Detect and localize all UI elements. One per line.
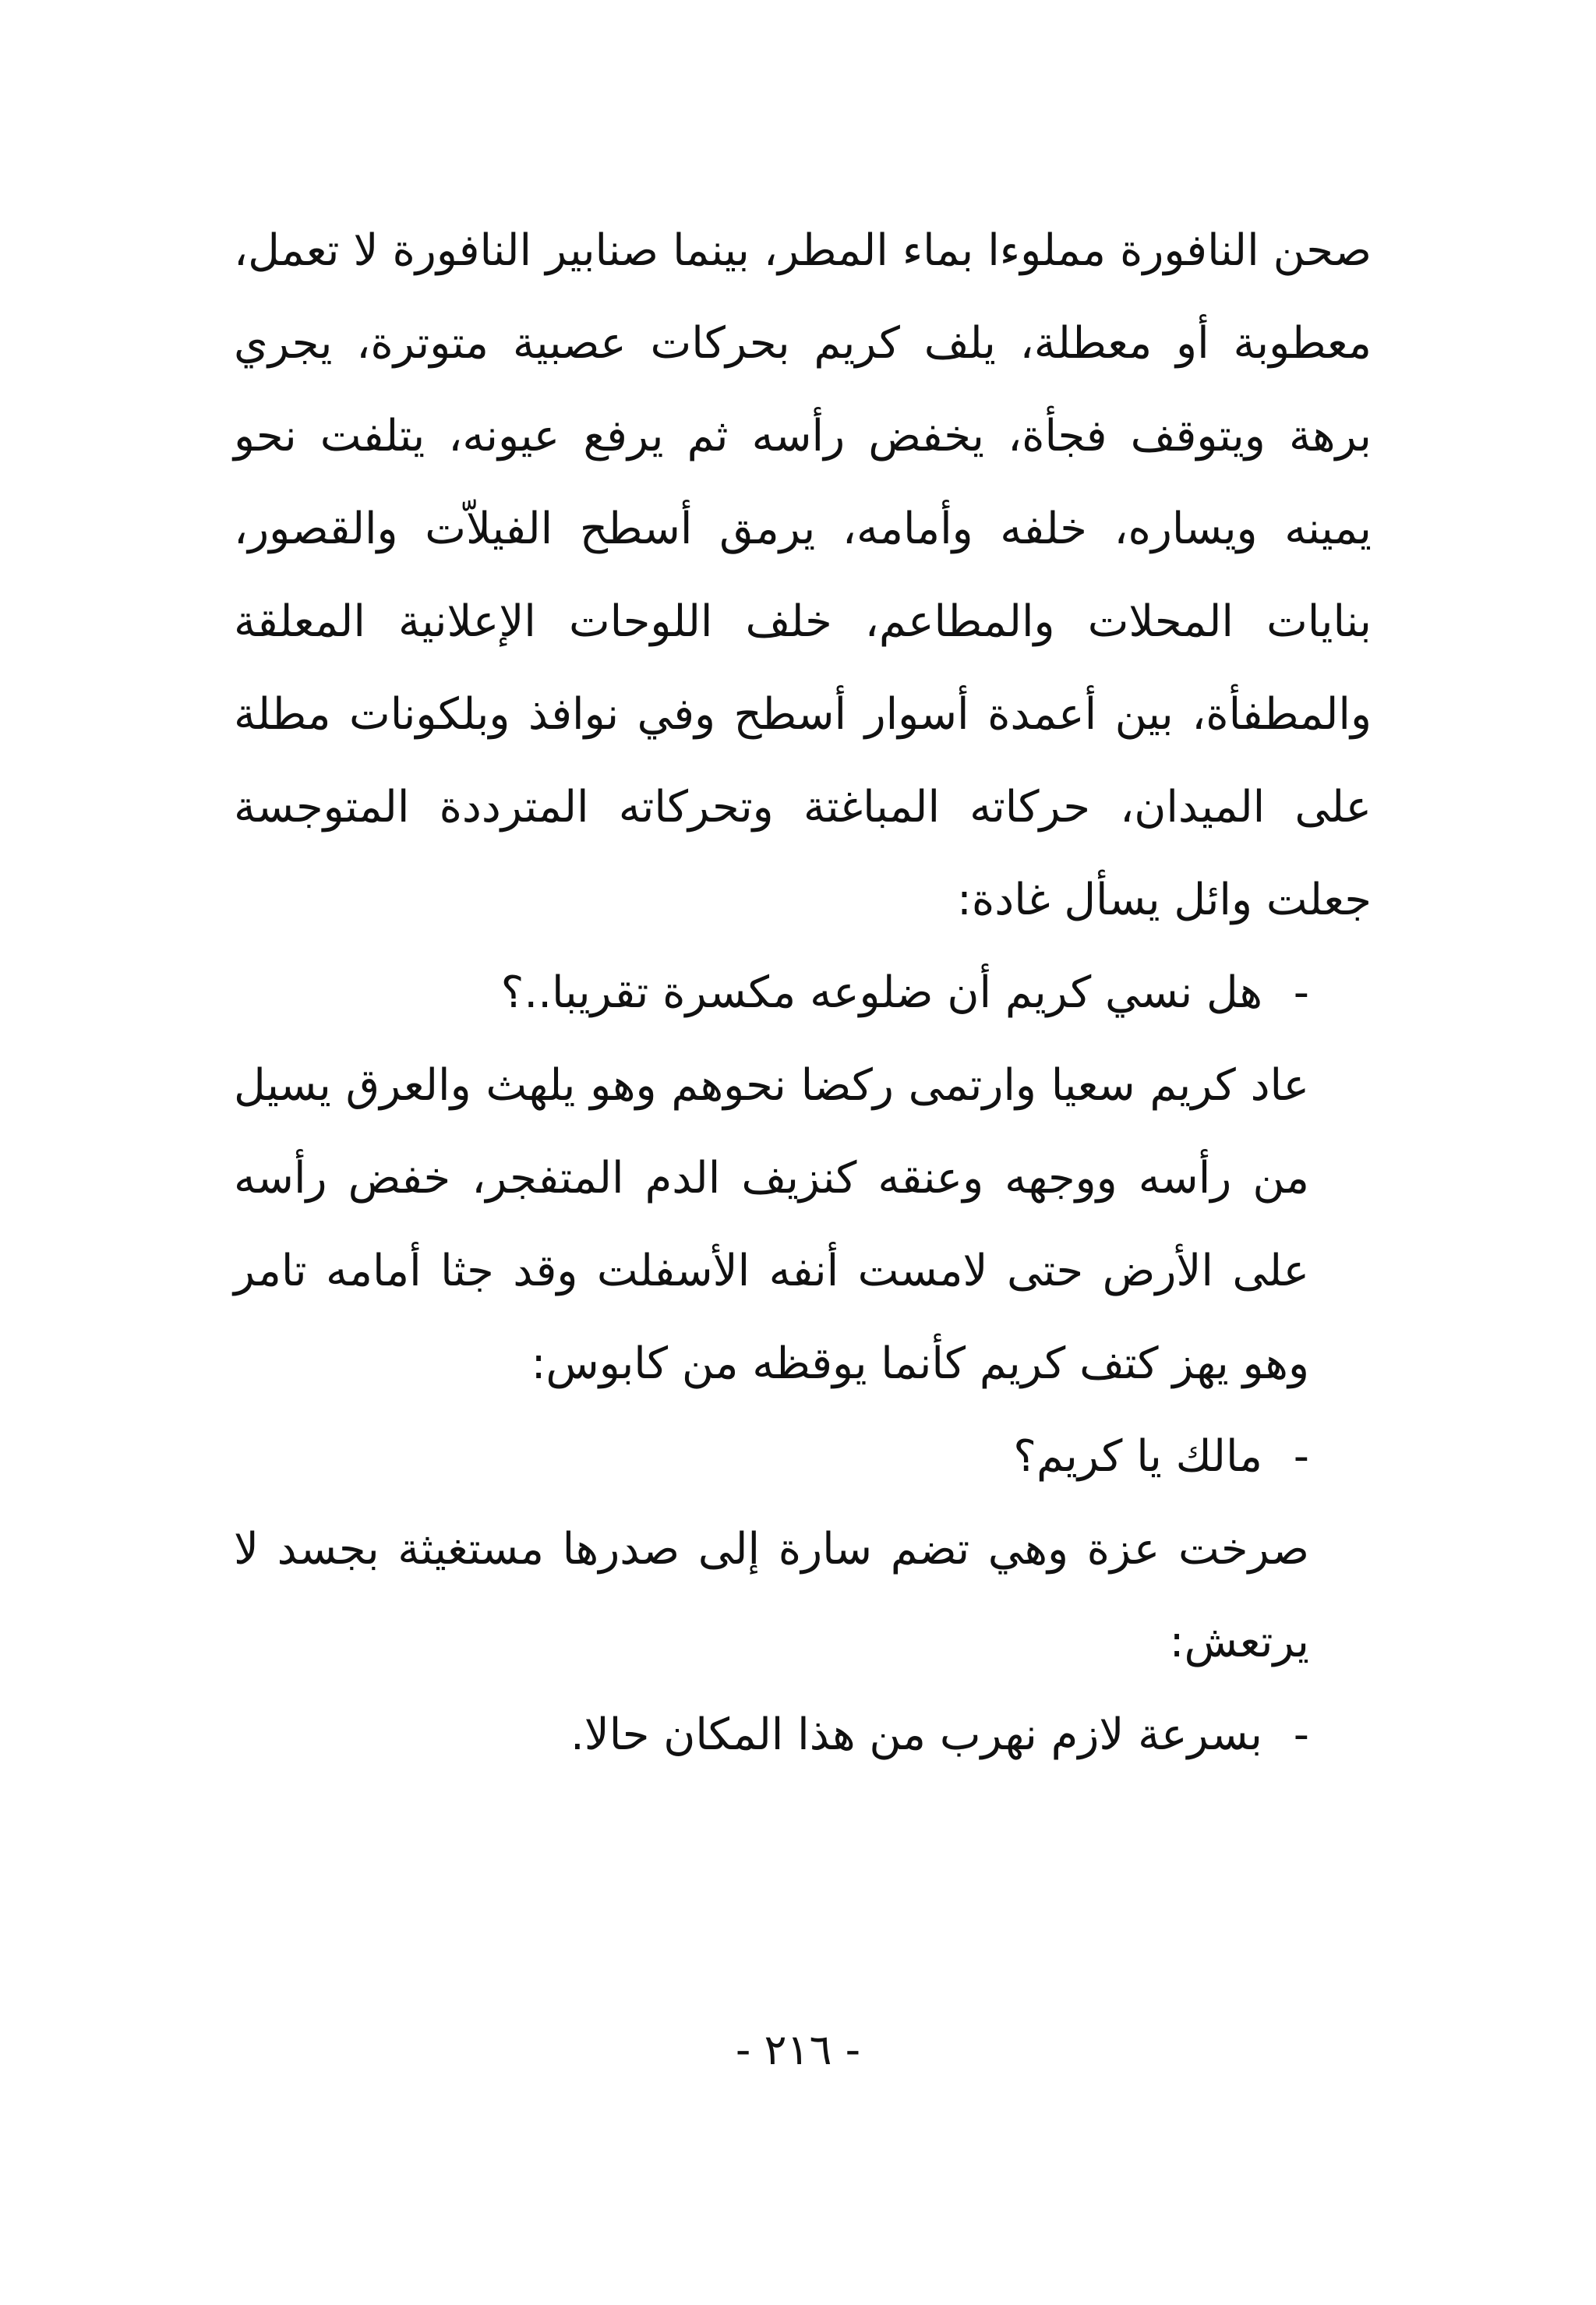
- dialogue-text: هل نسي كريم أن ضلوعه مكسرة تقريبا..؟: [500, 967, 1262, 1018]
- dialogue-text: بسرعة لازم نهرب من هذا المكان حالا.: [570, 1709, 1262, 1760]
- dialogue-dash: -: [1293, 1431, 1309, 1482]
- dialogue-line-2: [234, 1410, 1372, 1503]
- paragraph-karim-returns: عاد كريم سعيا وارتمى ركضا نحوهم وهو يلهث والعرق يسيل من رأسه ووجهه وعنقه كنزيف الدم المتفجر، خفض رأسه على الأرض حتى لامست أنفه الأسفلت وقد جثا أمامه تامر وهو يهز كتف كريم كأنما يوقظه من كابوس:: [234, 1060, 1309, 1389]
- paragraph-continuation: صحن النافورة مملوءا بماء المطر، بينما صنابير النافورة لا تعمل، معطوبة أو معطلة، يلف كريم بحركات عصبية متوترة، يجري برهة ويتوقف فجأة، يخفض رأسه ثم يرفع عيونه، يتلفت نحو يمينه ويساره، خلفه وأمامه، يرمق أسطح الفيلاّت والقصور، بنايات المحلات والمطاعم، خلف اللوحات الإعلانية المعلقة والمطفأة، بين أعمدة أسوار أسطح وفي نوافذ وبلكونات مطلة على الميدان، حركاته المباغتة وتحركاته المترددة المتوجسة جعلت وائل يسأل غادة:: [234, 225, 1372, 925]
- dialogue-dash: -: [1293, 1709, 1309, 1760]
- dialogue-dash: -: [1293, 967, 1309, 1018]
- dialogue-line-3: [234, 1688, 1372, 1781]
- dialogue-text: مالك يا كريم؟: [1013, 1431, 1262, 1482]
- page-body: [234, 204, 1372, 1781]
- paragraph-azza-screams: صرخت عزة وهي تضم سارة إلى صدرها مستغيثة بجسد لا يرتعش:: [234, 1524, 1309, 1667]
- page-number: - ٢١٦ -: [735, 2025, 861, 2074]
- dialogue-line-1: [234, 946, 1372, 1039]
